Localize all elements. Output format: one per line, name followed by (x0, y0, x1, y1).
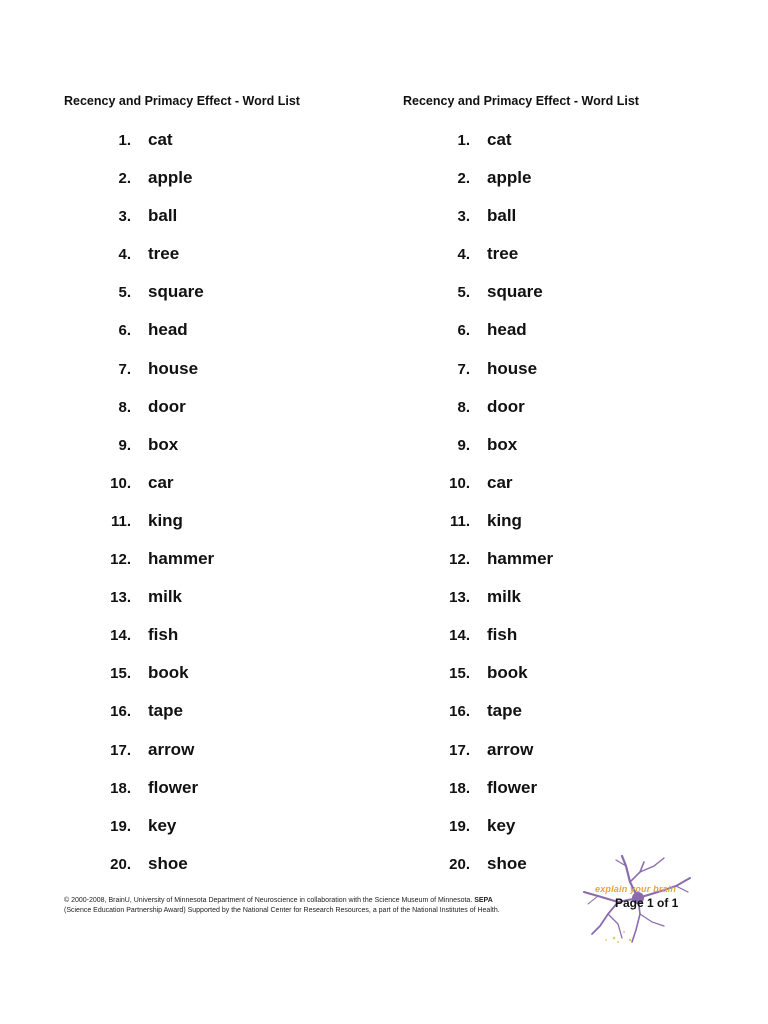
list-item (64, 740, 300, 778)
item-number: 19. (110, 817, 131, 835)
list-item (64, 625, 300, 663)
item-number: 8. (457, 398, 470, 416)
list-item (64, 854, 300, 892)
list-item (403, 435, 639, 473)
item-number: 3. (118, 208, 131, 226)
item-number: 9. (118, 436, 131, 454)
item-number: 10. (449, 474, 470, 492)
list-item (64, 397, 300, 435)
list-item (64, 549, 300, 587)
footer-line-1: © 2000-2008, BrainU, University of Minnesota Department of Neuroscience in collaboration with the Science Museum of Minnesota. (64, 897, 475, 904)
item-number: 1. (118, 132, 131, 149)
item-word: fish (487, 625, 518, 645)
item-word: house (148, 358, 199, 378)
list-item (403, 168, 639, 206)
list-item (64, 359, 300, 397)
word-list (403, 130, 639, 892)
explain-your-brain-logo (578, 852, 700, 944)
item-word: tree (487, 244, 519, 264)
item-word: square (487, 282, 543, 302)
item-word: cat (487, 130, 512, 149)
item-number: 20. (449, 855, 470, 873)
item-number: 1. (457, 132, 470, 149)
item-word: tape (148, 701, 183, 721)
item-word: book (148, 663, 189, 683)
column-title: Recency and Primacy Effect - Word List (403, 94, 639, 108)
item-number: 19. (449, 817, 470, 835)
item-number: 5. (457, 284, 470, 302)
item-number: 7. (457, 360, 470, 378)
footer-line-2: (Science Education Partnership Award) Supported by the National Center for Research Resources, a part of the National Institutes of Health. (64, 907, 500, 914)
item-word: tree (148, 244, 180, 264)
item-word: hammer (148, 549, 215, 569)
list-item (403, 130, 639, 168)
item-word: door (487, 396, 525, 416)
item-word: tape (487, 701, 522, 721)
item-word: key (487, 815, 516, 835)
item-word: arrow (148, 739, 195, 759)
item-word: car (148, 472, 174, 492)
footer-sepa: SEPA (474, 897, 493, 904)
list-item (64, 778, 300, 816)
item-number: 13. (449, 589, 470, 607)
item-word: head (148, 320, 188, 340)
list-item (403, 816, 639, 854)
item-number: 12. (110, 551, 131, 569)
word-list-column-left (64, 92, 300, 892)
item-word: key (148, 815, 177, 835)
item-word: hammer (487, 549, 554, 569)
list-item (403, 625, 639, 663)
list-item (403, 663, 639, 701)
item-word: fish (148, 625, 179, 645)
list-item (64, 663, 300, 701)
item-number: 17. (110, 741, 131, 759)
item-number: 14. (449, 627, 470, 645)
copyright-footer (64, 896, 564, 916)
list-item (64, 130, 300, 168)
item-number: 15. (449, 665, 470, 683)
item-number: 16. (110, 703, 131, 721)
item-word: cat (148, 130, 173, 149)
item-word: car (487, 472, 513, 492)
item-number: 4. (118, 246, 131, 264)
list-item (64, 282, 300, 320)
list-item (64, 244, 300, 282)
list-item (64, 701, 300, 739)
list-item (64, 473, 300, 511)
item-number: 9. (457, 436, 470, 454)
item-word: book (487, 663, 528, 683)
item-word: ball (148, 206, 178, 226)
list-item (64, 511, 300, 549)
column-title: Recency and Primacy Effect - Word List (64, 94, 300, 108)
item-number: 5. (118, 284, 131, 302)
list-item (403, 511, 639, 549)
item-number: 14. (110, 627, 131, 645)
item-word: milk (487, 587, 522, 607)
item-number: 13. (110, 589, 131, 607)
item-number: 6. (457, 322, 470, 340)
list-item (64, 587, 300, 625)
list-item (403, 320, 639, 358)
item-number: 8. (118, 398, 131, 416)
item-number: 20. (110, 855, 131, 873)
list-item (403, 206, 639, 244)
list-item (403, 587, 639, 625)
item-word: door (148, 396, 186, 416)
item-word: apple (148, 168, 193, 188)
word-list-column-right (403, 92, 639, 892)
item-number: 2. (118, 170, 131, 188)
list-item (64, 206, 300, 244)
item-number: 18. (110, 779, 131, 797)
item-word: shoe (487, 853, 527, 873)
item-word: ball (487, 206, 517, 226)
item-word: box (487, 434, 518, 454)
list-item (64, 816, 300, 854)
item-word: king (487, 510, 522, 530)
item-number: 6. (118, 322, 131, 340)
item-number: 10. (110, 474, 131, 492)
list-item (403, 473, 639, 511)
list-item (403, 740, 639, 778)
item-number: 11. (449, 512, 470, 530)
item-word: apple (487, 168, 532, 188)
item-number: 2. (457, 170, 470, 188)
item-number: 12. (449, 551, 470, 569)
item-number: 18. (449, 779, 470, 797)
item-word: flower (487, 777, 538, 797)
item-word: flower (148, 777, 199, 797)
item-number: 3. (457, 208, 470, 226)
list-item (403, 359, 639, 397)
item-number: 16. (449, 703, 470, 721)
item-word: head (487, 320, 527, 340)
item-word: box (148, 434, 179, 454)
item-number: 7. (118, 360, 131, 378)
list-item (403, 397, 639, 435)
item-number: 15. (110, 665, 131, 683)
item-number: 4. (457, 246, 470, 264)
list-item (403, 778, 639, 816)
list-item (64, 435, 300, 473)
item-word: king (148, 510, 183, 530)
list-item (403, 701, 639, 739)
item-word: arrow (487, 739, 534, 759)
list-item (64, 320, 300, 358)
item-word: square (148, 282, 204, 302)
list-item (403, 549, 639, 587)
list-item (64, 168, 300, 206)
item-number: 11. (110, 512, 131, 530)
item-word: house (487, 358, 538, 378)
list-item (403, 244, 639, 282)
page-number: Page 1 of 1 (615, 896, 679, 910)
logo-text: explain your brain (595, 884, 677, 894)
list-item (403, 282, 639, 320)
item-word: milk (148, 587, 183, 607)
item-number: 17. (449, 741, 470, 759)
word-list (64, 130, 300, 892)
item-word: shoe (148, 853, 188, 873)
